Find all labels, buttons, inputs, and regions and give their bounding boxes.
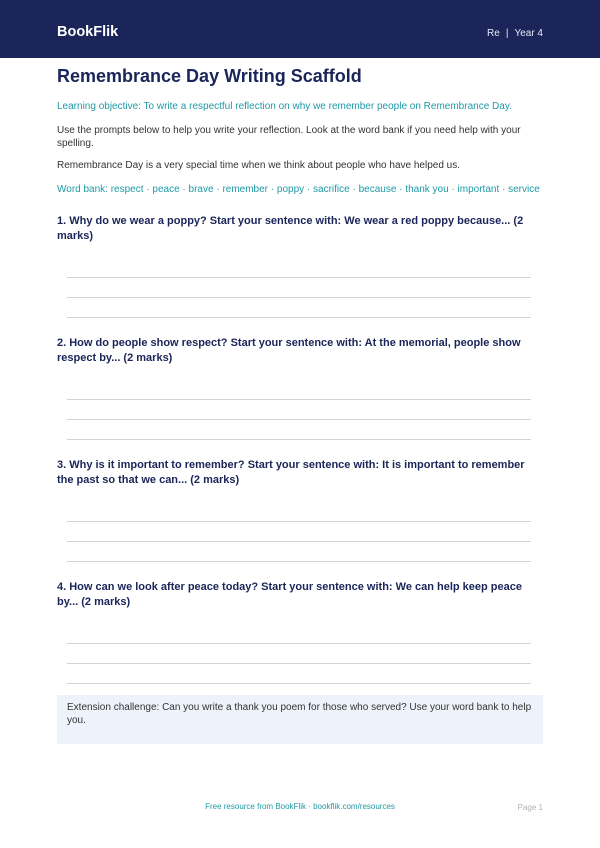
word-bank: Word bank: respect · peace · brave · remember · poppy · sacrifice · because · thank you · important · service: [57, 184, 540, 195]
answer-line-1-1[interactable]: [67, 277, 531, 278]
brand-logo: BookFlik: [57, 24, 119, 40]
context-text: Remembrance Day is a very special time when we think about people who have helped us.: [57, 160, 460, 171]
answer-line-4-3[interactable]: [67, 683, 531, 684]
question-2: 2. How do people show respect? Start your sentence with: At the memorial, people show respect by... (2 marks): [57, 337, 521, 364]
answer-line-1-3[interactable]: [67, 317, 531, 318]
learning-objective: Learning objective: To write a respectful reflection on why we remember people on Remembrance Day.: [57, 101, 512, 112]
answer-line-2-3[interactable]: [67, 439, 531, 440]
page-number: Page 1: [517, 803, 543, 812]
page-title: Remembrance Day Writing Scaffold: [57, 66, 362, 86]
answer-line-4-2[interactable]: [67, 663, 531, 664]
subject-label: Re: [487, 28, 500, 39]
page-header: [0, 0, 600, 58]
answer-line-3-3[interactable]: [67, 561, 531, 562]
question-1: 1. Why do we wear a poppy? Start your sentence with: We wear a red poppy because... (2 marks): [57, 215, 524, 242]
answer-line-1-2[interactable]: [67, 297, 531, 298]
footer-link[interactable]: Free resource from BookFlik · bookflik.com/resources: [205, 802, 395, 811]
header-meta: [487, 27, 543, 40]
answer-line-2-2[interactable]: [67, 419, 531, 420]
year-label: Year 4: [514, 28, 543, 39]
instructions: Use the prompts below to help you write your reflection. Look at the word bank if you need help with your spelling.: [57, 125, 521, 149]
answer-line-2-1[interactable]: [67, 399, 531, 400]
extension-challenge: Extension challenge: Can you write a thank you poem for those who served? Use your word bank to help you.: [57, 695, 543, 744]
question-3: 3. Why is it important to remember? Start your sentence with: It is important to remember the past so that we can... (2 marks): [57, 459, 525, 486]
question-4: 4. How can we look after peace today? Start your sentence with: We can help keep peace by... (2 marks): [57, 581, 522, 608]
answer-line-3-1[interactable]: [67, 521, 531, 522]
header-separator: |: [505, 28, 509, 39]
answer-line-3-2[interactable]: [67, 541, 531, 542]
answer-line-4-1[interactable]: [67, 643, 531, 644]
